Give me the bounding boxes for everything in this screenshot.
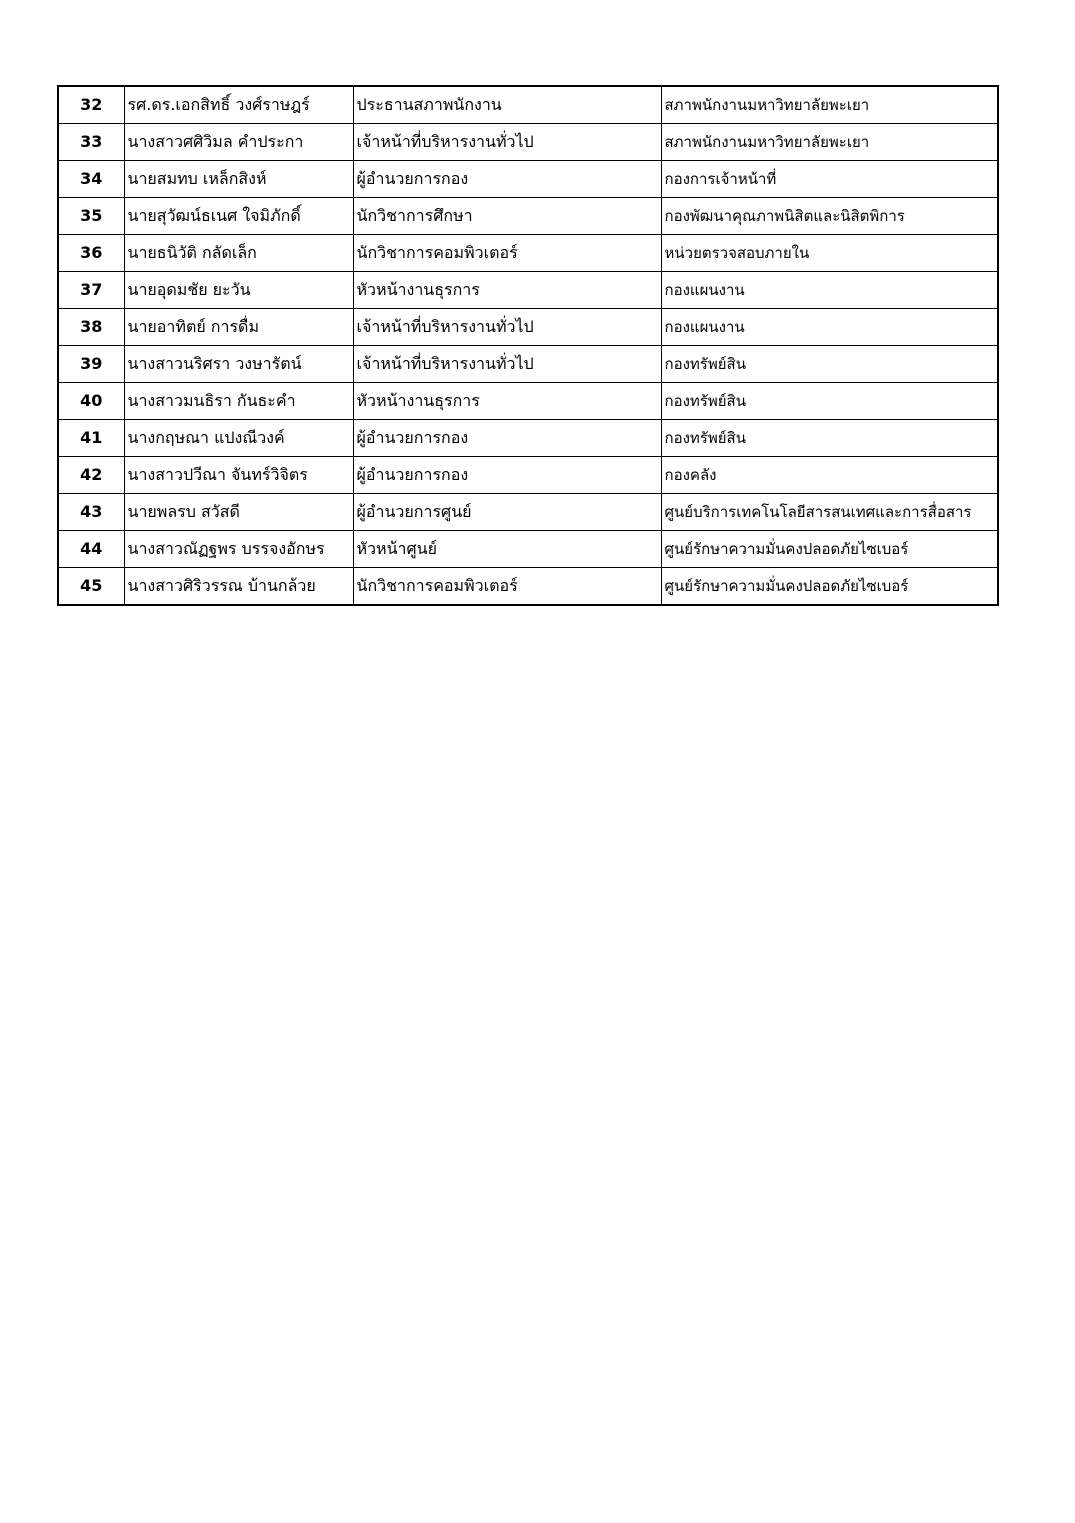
table-row xyxy=(58,531,998,568)
staff-position: ประธานสภาพนักงาน xyxy=(353,86,661,124)
staff-department: กองพัฒนาคุณภาพนิสิตและนิสิตพิการ xyxy=(661,198,998,235)
staff-department: ศูนย์รักษาความมั่นคงปลอดภัยไซเบอร์ xyxy=(661,568,998,606)
staff-position: นักวิชาการคอมพิวเตอร์ xyxy=(353,568,661,606)
staff-name: นางสาวศศิวิมล คำประกา xyxy=(124,124,353,161)
staff-name: นางสาวปวีณา จันทร์วิจิตร xyxy=(124,457,353,494)
staff-name: นายพลรบ สวัสดี xyxy=(124,494,353,531)
staff-name: นายอาทิตย์ การดื่ม xyxy=(124,309,353,346)
staff-position: ผู้อำนวยการกอง xyxy=(353,161,661,198)
staff-department: กองทรัพย์สิน xyxy=(661,383,998,420)
row-number: 43 xyxy=(58,494,124,531)
table-row xyxy=(58,272,998,309)
staff-position: ผู้อำนวยการศูนย์ xyxy=(353,494,661,531)
row-number: 35 xyxy=(58,198,124,235)
table-row xyxy=(58,420,998,457)
row-number: 38 xyxy=(58,309,124,346)
staff-department: กองแผนงาน xyxy=(661,272,998,309)
row-number: 33 xyxy=(58,124,124,161)
staff-name: นายสมทบ เหล็กสิงห์ xyxy=(124,161,353,198)
staff-table xyxy=(57,85,999,606)
row-number: 32 xyxy=(58,86,124,124)
staff-name: นางสาวศิริวรรณ บ้านกล้วย xyxy=(124,568,353,606)
row-number: 37 xyxy=(58,272,124,309)
staff-position: เจ้าหน้าที่บริหารงานทั่วไป xyxy=(353,346,661,383)
table-row xyxy=(58,309,998,346)
staff-department: กองคลัง xyxy=(661,457,998,494)
staff-name: นางสาวนริศรา วงษารัตน์ xyxy=(124,346,353,383)
table-row xyxy=(58,457,998,494)
staff-name: นายสุวัฒน์ธเนศ ใจมิภักดิ์ xyxy=(124,198,353,235)
table-row xyxy=(58,86,998,124)
staff-name: นางกฤษณา แปงณีวงค์ xyxy=(124,420,353,457)
staff-name: นางสาวณัฏฐพร บรรจงอักษร xyxy=(124,531,353,568)
table-row xyxy=(58,568,998,606)
staff-department: สภาพนักงานมหาวิทยาลัยพะเยา xyxy=(661,86,998,124)
staff-name: นายอุดมชัย ยะวัน xyxy=(124,272,353,309)
staff-department: กองแผนงาน xyxy=(661,309,998,346)
staff-position: หัวหน้าศูนย์ xyxy=(353,531,661,568)
staff-name: นายธนิวัติ กลัดเล็ก xyxy=(124,235,353,272)
staff-position: นักวิชาการศึกษา xyxy=(353,198,661,235)
row-number: 40 xyxy=(58,383,124,420)
row-number: 42 xyxy=(58,457,124,494)
staff-name: นางสาวมนธิรา กันธะคำ xyxy=(124,383,353,420)
staff-department: ศูนย์รักษาความมั่นคงปลอดภัยไซเบอร์ xyxy=(661,531,998,568)
row-number: 36 xyxy=(58,235,124,272)
row-number: 44 xyxy=(58,531,124,568)
staff-table-body xyxy=(58,86,998,605)
staff-position: ผู้อำนวยการกอง xyxy=(353,420,661,457)
staff-position: นักวิชาการคอมพิวเตอร์ xyxy=(353,235,661,272)
staff-position: หัวหน้างานธุรการ xyxy=(353,272,661,309)
staff-department: ศูนย์บริการเทคโนโลยีสารสนเทศและการสื่อสาร xyxy=(661,494,998,531)
table-row xyxy=(58,235,998,272)
staff-position: หัวหน้างานธุรการ xyxy=(353,383,661,420)
row-number: 41 xyxy=(58,420,124,457)
table-row xyxy=(58,161,998,198)
staff-department: กองการเจ้าหน้าที่ xyxy=(661,161,998,198)
table-row xyxy=(58,124,998,161)
table-row xyxy=(58,346,998,383)
staff-department: กองทรัพย์สิน xyxy=(661,420,998,457)
staff-name: รศ.ดร.เอกสิทธิ์ วงศ์ราษฎร์ xyxy=(124,86,353,124)
table-row xyxy=(58,198,998,235)
staff-position: เจ้าหน้าที่บริหารงานทั่วไป xyxy=(353,124,661,161)
staff-department: หน่วยตรวจสอบภายใน xyxy=(661,235,998,272)
table-row xyxy=(58,383,998,420)
staff-department: กองทรัพย์สิน xyxy=(661,346,998,383)
row-number: 39 xyxy=(58,346,124,383)
row-number: 45 xyxy=(58,568,124,606)
staff-position: ผู้อำนวยการกอง xyxy=(353,457,661,494)
staff-department: สภาพนักงานมหาวิทยาลัยพะเยา xyxy=(661,124,998,161)
row-number: 34 xyxy=(58,161,124,198)
table-row xyxy=(58,494,998,531)
staff-position: เจ้าหน้าที่บริหารงานทั่วไป xyxy=(353,309,661,346)
